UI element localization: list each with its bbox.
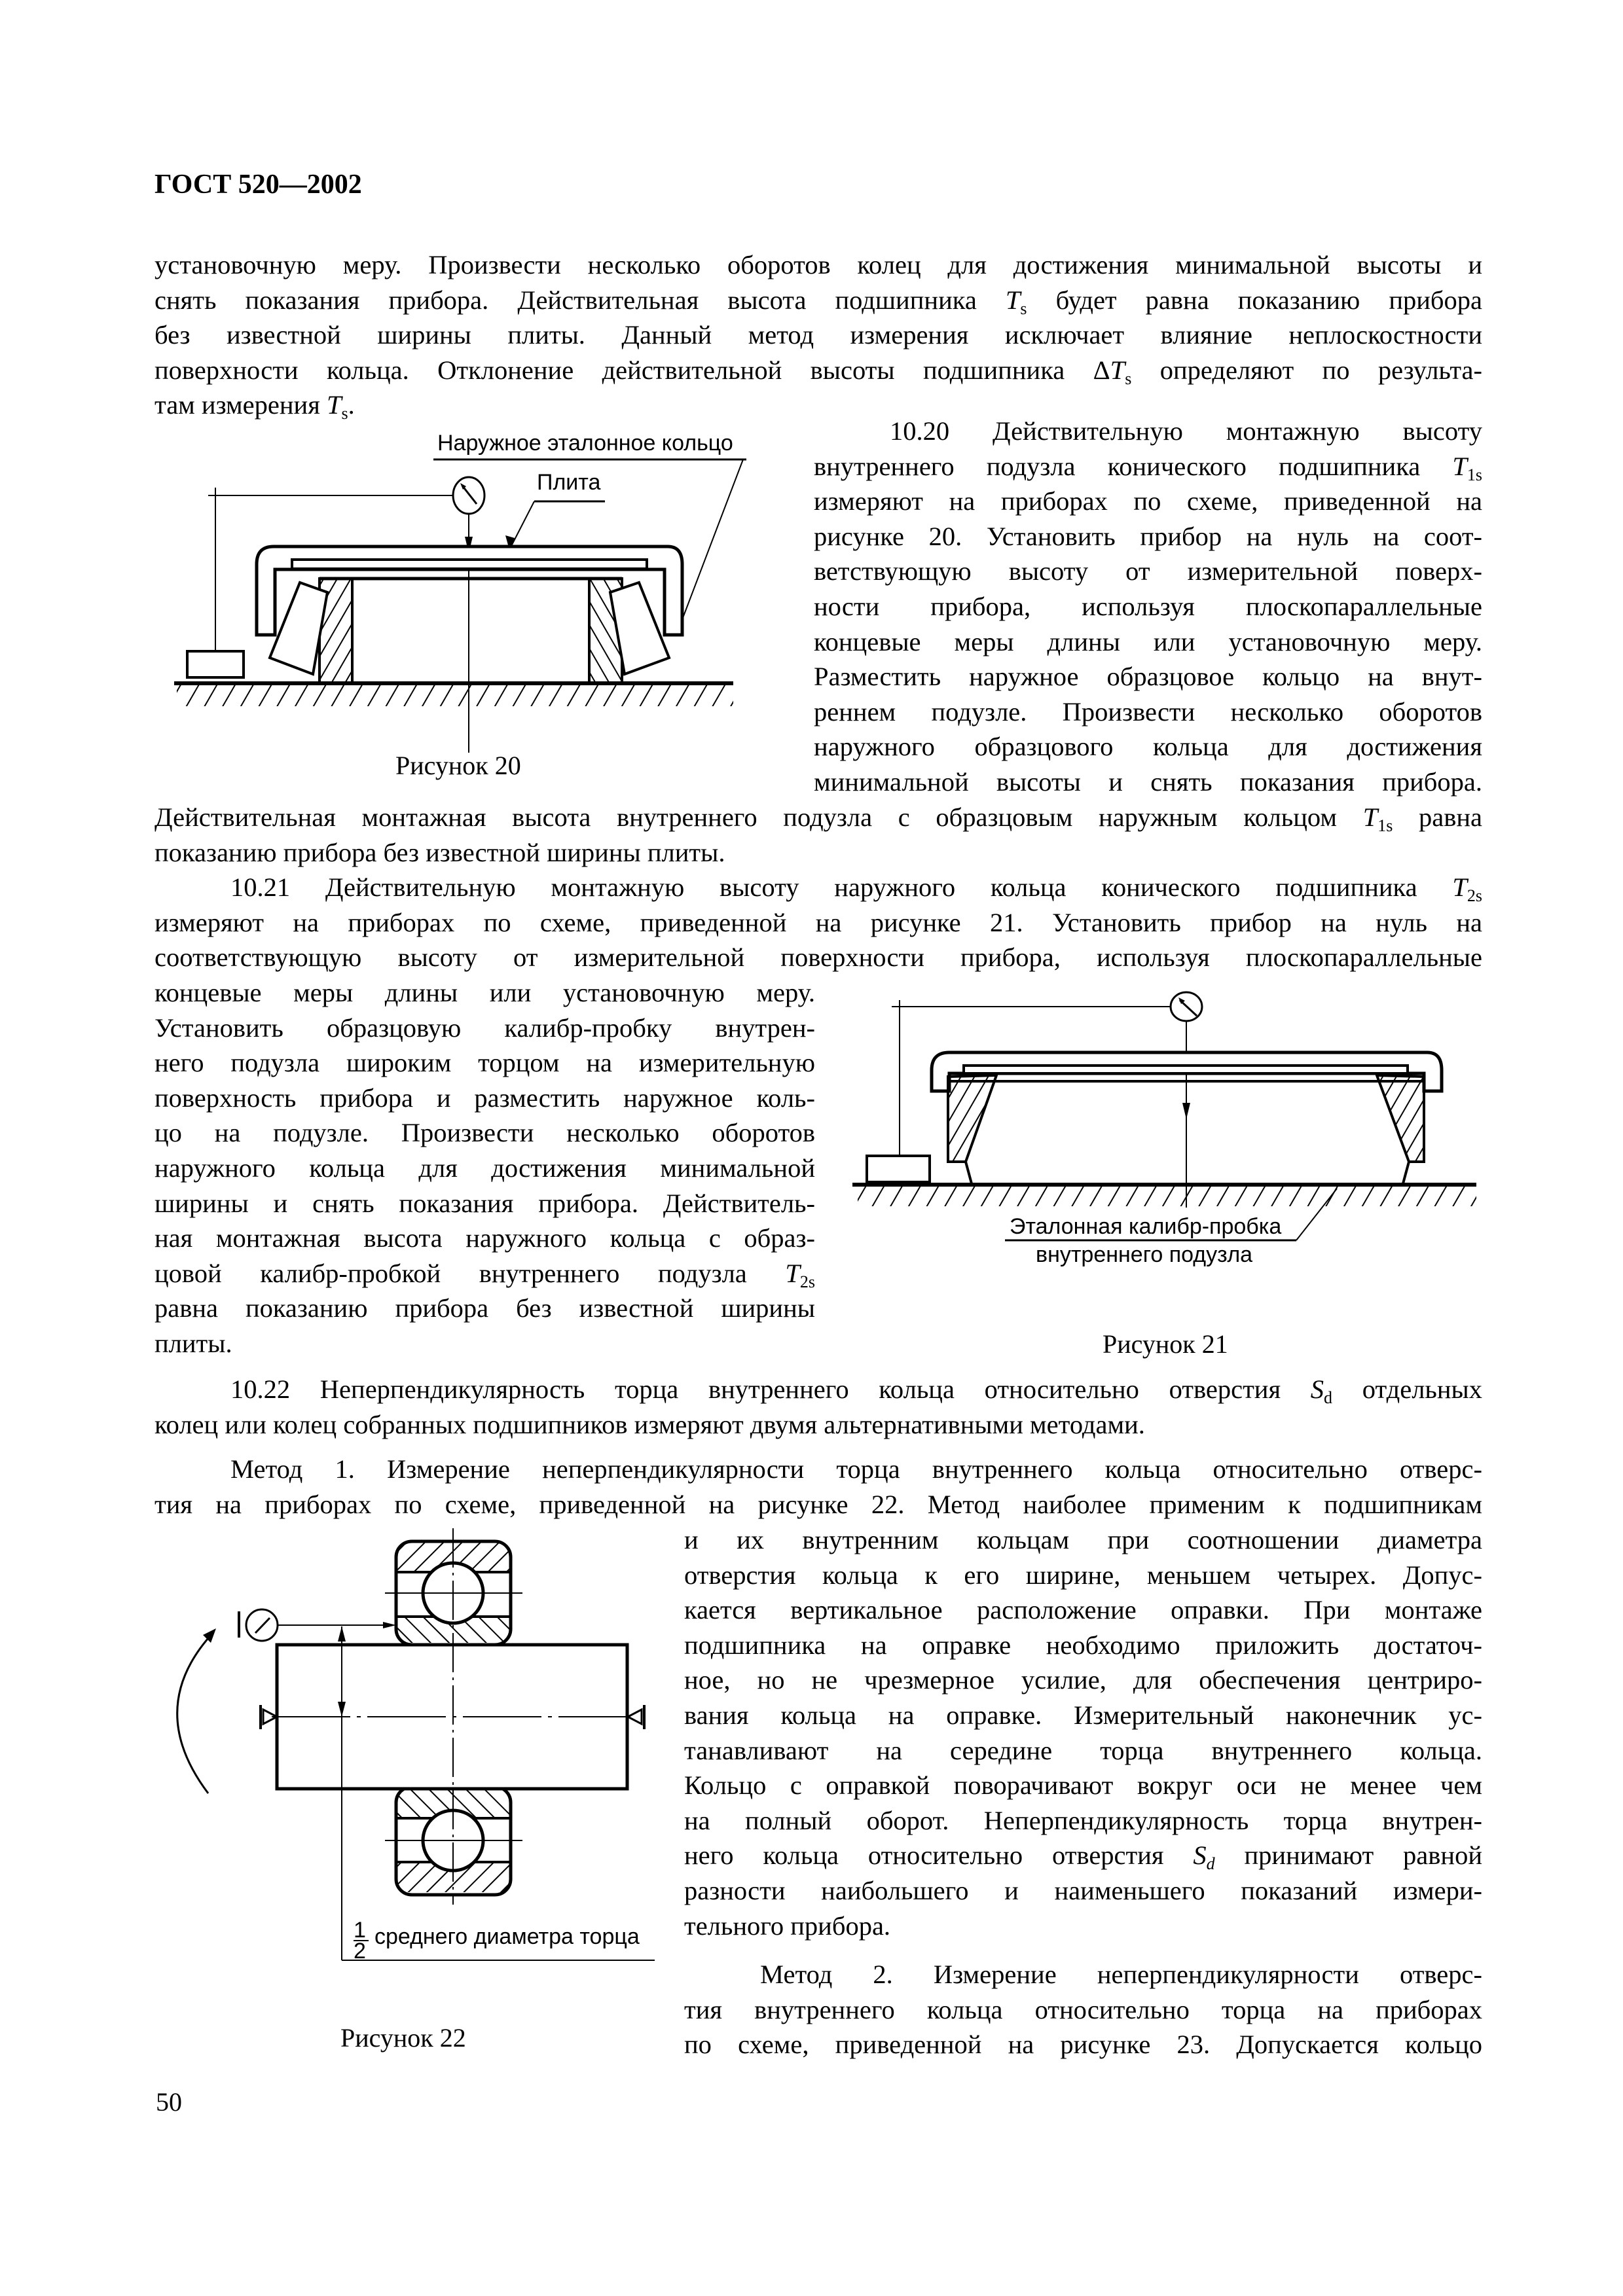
text-line: поверхность прибора и разместить наружное коль-	[155, 1083, 815, 1113]
fraction-denominator: 2	[354, 1939, 366, 1964]
text-line: цо на подузле. Произвести несколько оборотов	[155, 1118, 815, 1148]
text-line: тия на приборах по схеме, приведенной на рисунке 22. Метод наиболее применим к подшипникам	[155, 1489, 1482, 1519]
figure-20	[170, 419, 746, 785]
text-line: там измерения $T_s$.	[155, 390, 355, 423]
text-line: установочную меру. Произвести несколько оборотов колец для достижения минимальной высоты и	[155, 250, 1482, 279]
text-line: ное, но не чрезмерное усилие, для обеспечения центриро-	[684, 1665, 1482, 1695]
section-10-21	[155, 975, 815, 1361]
figure-22-drawing	[164, 1525, 674, 2049]
page-number: 50	[156, 2087, 182, 2117]
text-line: снять показания прибора. Действительная высота подшипника $T_s$ будет равна показанию прибора	[155, 285, 1483, 318]
rotation-arrow-icon	[177, 1633, 213, 1793]
figure-22-caption: Рисунок 22	[340, 2023, 466, 2053]
text-line: подшипника на оправке необходимо приложить достаточ-	[684, 1630, 1482, 1660]
text-line: вания кольца на оправке. Измерительный наконечник ус-	[684, 1700, 1482, 1730]
text-line: плиты.	[155, 1328, 232, 1358]
text-line: и их внутренним кольцам при соотношении диаметра	[684, 1525, 1482, 1554]
text-line: Кольцо с оправкой поворачивают вокруг оси не менее чем	[684, 1770, 1482, 1801]
section-10-22	[155, 1372, 1482, 1442]
text-line: отверстия кольца к его ширине, меньшем четырех. Допус-	[684, 1560, 1482, 1590]
text-line: рисунке 20. Установить прибор на нуль на соот-	[814, 521, 1482, 551]
text-line: соответствующую высоту от измерительной поверхности прибора, используя плоскопараллельные	[155, 942, 1482, 973]
text-line: концевые меры длины или установочную меру.	[814, 626, 1482, 656]
text-line: него кольца относительно отверстия $S_d$ принимают равной	[684, 1840, 1482, 1874]
figure-21-drawing	[838, 982, 1493, 1322]
figure-21	[838, 982, 1493, 1322]
text-line: поверхности кольца. Отклонение действительной высоты подшипника $\Delta T_s$ определяют по результа-	[155, 355, 1483, 388]
text-line: цовой калибр-пробкой внутреннего подузла $T_{2s}$	[155, 1258, 815, 1291]
label-outer-ring: Наружное эталонное кольцо	[437, 431, 733, 456]
text-line: кается вертикальное расположение оправки. При монтаже	[684, 1595, 1482, 1625]
label-mid-diameter: среднего диаметра торца	[374, 1924, 640, 1949]
figure-21-caption: Рисунок 21	[1103, 1329, 1228, 1359]
text-line: Действительная монтажная высота внутреннего подузла с образцовым наружным кольцом $T_{1s}$ равна	[155, 802, 1483, 835]
text-line: него подузла широким торцом на измерительную	[155, 1048, 815, 1078]
method-1-intro	[155, 1452, 1482, 1522]
text-line: минимальной высоты и снять показания прибора.	[814, 766, 1482, 797]
text-line: тия внутреннего кольца относительно торца на приборах	[684, 1994, 1482, 2024]
text-line: измеряют на приборах по схеме, приведенной на рисунке 21. Установить прибор на нуль на	[155, 907, 1482, 937]
text-line: концевые меры длины или установочную меру.	[155, 978, 815, 1007]
text-line: ности прибора, используя плоскопараллельные	[814, 591, 1482, 621]
intro-paragraph	[155, 247, 1482, 423]
text-line: ветствующую высоту от измерительной поверх-	[814, 556, 1482, 586]
text-line: разности наибольшего и наименьшего показаний измери-	[684, 1875, 1482, 1905]
text-line: тельного прибора.	[684, 1910, 891, 1941]
text-line: наружного образцового кольца для достижения	[814, 732, 1482, 762]
text-line: реннем подузле. Произвести несколько оборотов	[814, 696, 1482, 726]
text-line: равна показанию прибора без известной ширины	[155, 1293, 815, 1323]
label-gauge-line1: Эталонная калибр-пробка	[1010, 1214, 1282, 1239]
text-line: Метод 1. Измерение неперпендикулярности торца внутреннего кольца относительно отверс-	[230, 1454, 1482, 1484]
text-line: ная монтажная высота наружного кольца с образ-	[155, 1223, 815, 1253]
document-header: ГОСТ 520—2002	[155, 170, 362, 200]
text-line: по схеме, приведенной на рисунке 23. Допускается кольцо	[684, 2030, 1482, 2060]
label-plate: Плита	[537, 470, 601, 495]
text-line: Метод 2. Измерение неперпендикулярности отверс-	[760, 1960, 1482, 1989]
text-line: Установить образцовую калибр-пробку внутрен-	[155, 1013, 815, 1043]
text-line: на полный оборот. Неперпендикулярность торца внутрен-	[684, 1805, 1482, 1835]
method-1-body	[684, 1522, 1482, 1943]
label-gauge-line2: внутреннего подузла	[1036, 1242, 1253, 1267]
text-line: показанию прибора без известной ширины плиты.	[155, 837, 725, 867]
text-line: Разместить наружное образцовое кольцо на внут-	[814, 662, 1482, 692]
text-line: внутреннего подузла конического подшипника $T_{1s}$	[814, 451, 1482, 484]
figure-22	[164, 1525, 674, 2049]
text-line: ширины и снять показания прибора. Действитель-	[155, 1188, 815, 1218]
fraction-numerator: 1	[354, 1918, 366, 1943]
text-line: измеряют на приборах по схеме, приведенной на	[814, 486, 1482, 516]
method-2-body	[684, 1957, 1482, 2062]
text-line: наружного кольца для достижения минимальной	[155, 1153, 815, 1183]
text-line: без известной ширины плиты. Данный метод измерения исключает влияние неплоскостности	[155, 320, 1482, 350]
text-line: 10.21 Действительную монтажную высоту наружного кольца конического подшипника $T_{2s}$	[230, 872, 1482, 906]
figure-20-caption: Рисунок 20	[395, 751, 521, 780]
text-line: колец или колец собранных подшипников измеряют двумя альтернативными методами.	[155, 1409, 1145, 1439]
text-line: 10.22 Неперпендикулярность торца внутреннего кольца относительно отверстия $S_d$ отдельных	[230, 1374, 1483, 1407]
section-10-20-continuation	[155, 800, 1482, 975]
section-10-20	[814, 414, 1482, 800]
text-line: 10.20 Действительную монтажную высоту	[890, 416, 1482, 446]
text-line: танавливают на середине торца внутреннего кольца.	[684, 1735, 1482, 1765]
figure-20-drawing	[170, 419, 746, 785]
